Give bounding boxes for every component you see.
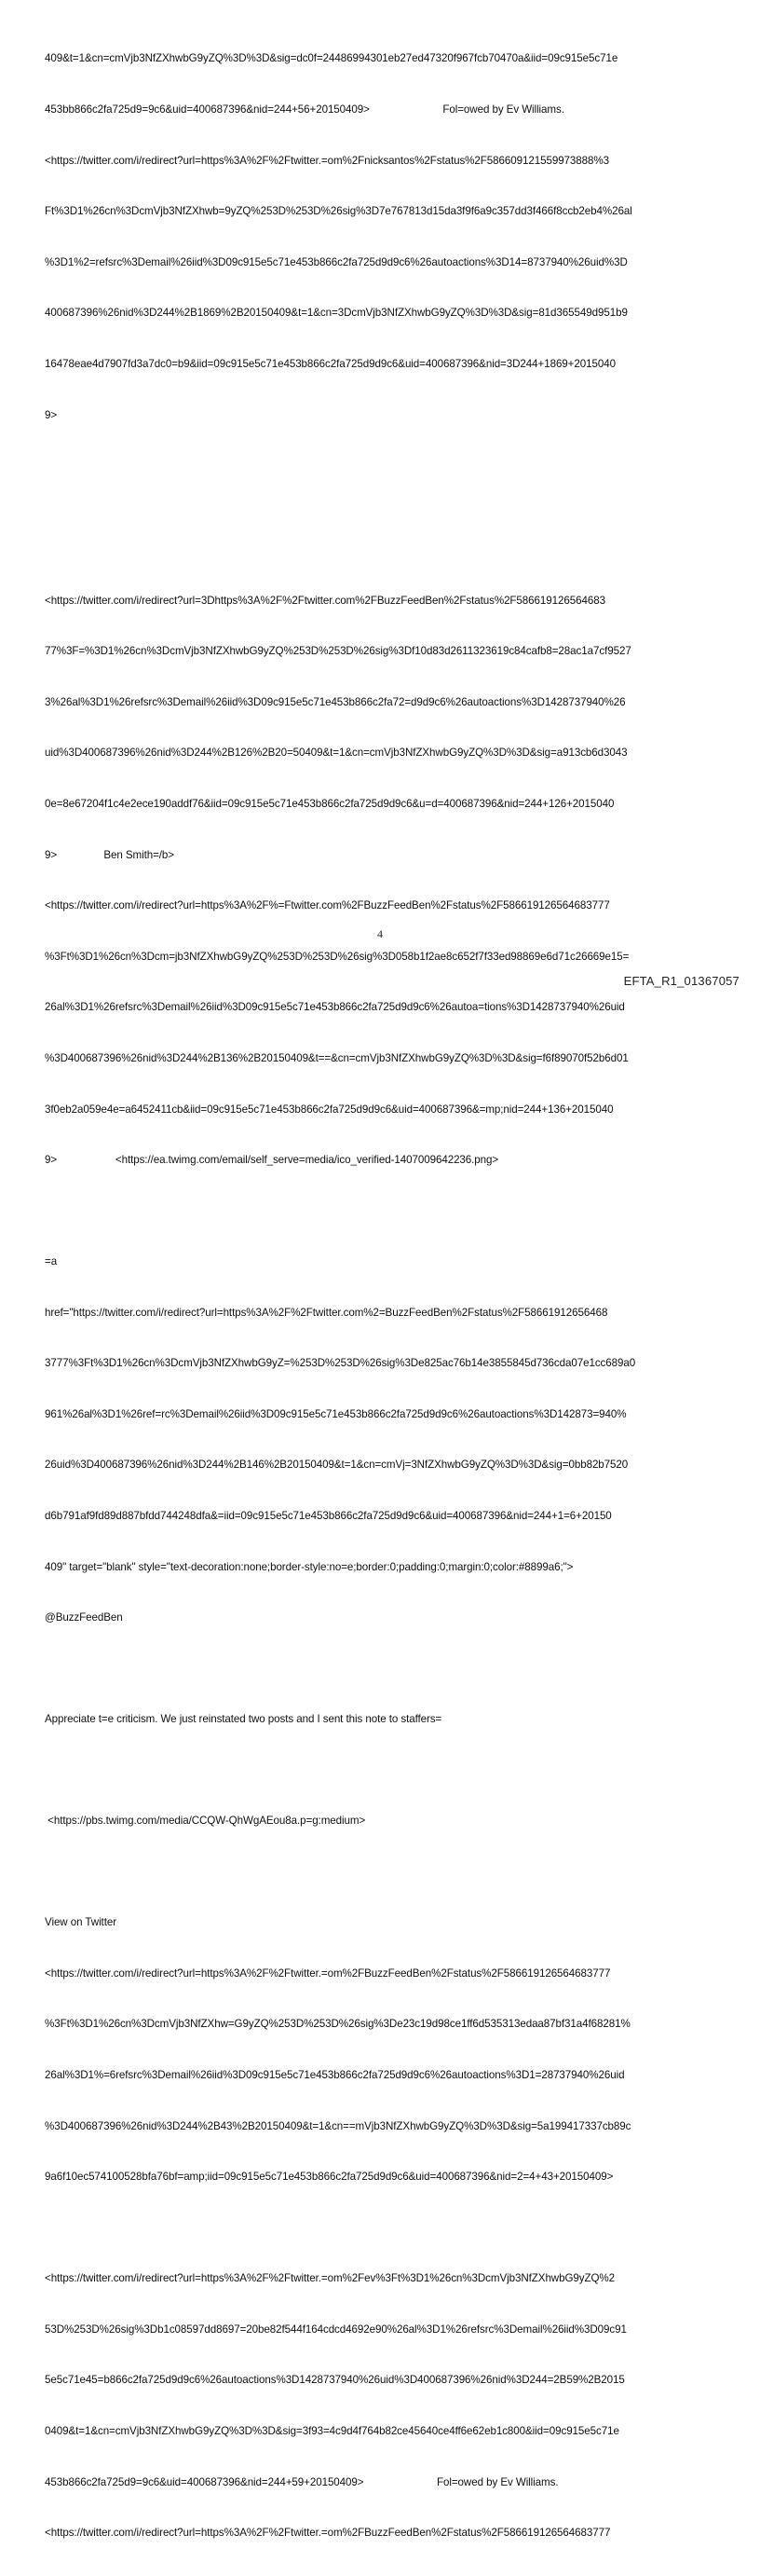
text-line: d6b791af9fd89d887bfdd744248dfa&=iid=09c915e5c71e453b866c2fa725d9d9c6&uid=400687396&nid=244+1=6+20150 — [45, 1510, 612, 1523]
text-line: Appreciate t=e criticism. We just reinstated two posts and I sent this note to staffers= — [45, 1713, 442, 1726]
text-line: 0e=8e67204f1c4e2ece190addf76&iid=09c915e5c71e453b866c2fa725d9d9c6&u=d=400687396&nid=244+126+2015040 — [45, 797, 615, 810]
text-line: 961%26al%3D1%26ref=rc%3Demail%26iid%3D09c915e5c71e453b866c2fa725d9d9c6%26autoactions%3D142873=940% — [45, 1407, 627, 1420]
text-line: href="https://twitter.com/i/redirect?url=https%3A%2F%2Ftwitter.com%2=BuzzFeedBen%2Fstatus%2F58661912656468 — [45, 1306, 608, 1319]
blank-gap — [45, 458, 725, 558]
text-line: 3f0eb2a059e4e=a6452411cb&iid=09c915e5c71e453b866c2fa725d9d9c6&uid=400687396&=mp;nid=244+136+2015040 — [45, 1103, 614, 1116]
text-line: 0409&t=1&cn=cmVjb3NfZXhwbG9yZQ%3D%3D&sig=3f93=4c9d4f764b82ce45640ce4ff6e62eb1c800&iid=09c915e5c71e — [45, 2425, 619, 2437]
text-line: %3D400687396%26nid%3D244%2B43%2B20150409&t=1&cn==mVjb3NfZXhwbG9yZQ%3D%3D&sig=5a199417337cb89c — [45, 2119, 631, 2132]
text-line: @BuzzFeedBen — [45, 1611, 123, 1624]
text-line: 9> <https://ea.twimg.com/email/self_serve=media/ico_verified-1407009642236.png> — [45, 1154, 499, 1167]
text-line: 453b866c2fa725d9=9c6&uid=400687396&nid=244+59+20150409> Fol=owed by Ev Williams. — [45, 2475, 559, 2488]
text-line: 16478eae4d7907fd3a7dc0=b9&iid=09c915e5c71e453b866c2fa725d9d9c6&uid=400687396&nid=3D244+1869+2015040 — [45, 357, 616, 370]
text-line: %3D1%2=refsrc%3Demail%26iid%3D09c915e5c71e453b866c2fa725d9d9c6%26autoactions%3D14=8737940%26uid%3D — [45, 255, 628, 268]
blank-gap — [45, 1864, 725, 1881]
bates-number: EFTA_R1_01367057 — [623, 974, 740, 988]
text-line: =a — [45, 1255, 58, 1268]
text-line: <https://twitter.com/i/redirect?url=https%3A%2F%2Ftwitter.=om%2Fnicksantos%2Fstatus%2F586609121559973888%3 — [45, 154, 609, 167]
text-line: <https://pbs.twimg.com/media/CCQW-QhWgAEou8a.p=g:medium> — [45, 1815, 366, 1828]
page-number: 4 — [377, 927, 383, 940]
text-line: 77%3F=%3D1%26cn%3DcmVjb3NfZXhwbG9yZQ%253D%253D%26sig%3Df10d83d2611323619c84cafb8=28ac1a7cf9527 — [45, 645, 631, 658]
text-line: 26al%3D1%26refsrc%3Demail%26iid%3D09c915e5c71e453b866c2fa725d9d9c6%26autoa=tions%3D1428737940%26uid — [45, 1001, 625, 1014]
text-line: <https://twitter.com/i/redirect?url=https%3A%2F%=Ftwitter.com%2FBuzzFeedBen%2Fstatus%2F586619126564683777 — [45, 899, 610, 912]
text-line: 400687396%26nid%3D244%2B1869%2B20150409&t=1&cn=3DcmVjb3NfZXhwbG9yZQ%3D%3D&sig=81d365549d951b9 — [45, 307, 628, 320]
blank-gap — [45, 1762, 725, 1779]
text-block-2 — [45, 558, 725, 1203]
text-line: 409" target="blank" style="text-decoration:none;border-style:no=e;border:0;padding:0;margin:0;color:#8899a6;"> — [45, 1560, 574, 1573]
text-line: 453bb866c2fa725d9=9c6&uid=400687396&nid=244+56+20150409> Fol=owed by Ev Williams. — [45, 103, 564, 116]
text-line: 9a6f10ec574100528bfa76bf=amp;iid=09c915e5c71e453b866c2fa725d9d9c6&uid=400687396&nid=2=4+43+20150409> — [45, 2171, 614, 2184]
text-block-6 — [45, 1881, 725, 2220]
text-line: uid%3D400687396%26nid%3D244%2B126%2B20=50409&t=1&cn=cmVjb3NfZXhwbG9yZQ%3D%3D&sig=a913cb6d3043 — [45, 747, 628, 760]
text-line: <https://twitter.com/i/redirect?url=https%3A%2F%2Ftwitter.=om%2FBuzzFeedBen%2Fstatus%2F586619126564683777 — [45, 2527, 611, 2540]
blank-gap — [45, 1203, 725, 1220]
text-line: %3Ft%3D1%26cn%3DcmVjb3NfZXhw=G9yZQ%253D%253D%26sig%3De23c19d98ce1ff6d535313edaa87bf31a4f68281% — [45, 2018, 631, 2031]
text-block-3 — [45, 1220, 725, 1661]
text-line: Ft%3D1%26cn%3DcmVjb3NfZXhwb=9yZQ%253D%253D%26sig%3D7e767813d15da3f9f6a9c357dd3f466f8ccb2eb4%26al — [45, 205, 632, 218]
text-line: 3%26al%3D1%26refsrc%3Demail%26iid%3D09c915e5c71e453b866c2fa72=d9d9c6%26autoactions%3D1428737940%26 — [45, 695, 626, 708]
text-line: 9> Ben Smith=/b> — [45, 848, 174, 861]
text-line: View on Twitter — [45, 1916, 116, 1929]
text-line: %3Ft%3D1%26cn%3Dcm=jb3NfZXhwbG9yZQ%253D%253D%26sig%3D058b1f2ae8c652f7f33ed98869e6d71c26669e15= — [45, 950, 630, 963]
document-body — [45, 17, 725, 2576]
text-line: <https://twitter.com/i/redirect?url=https%3A%2F%2Ftwitter.=om%2Fev%3Ft%3D1%26cn%3DcmVjb3NfZXhwbG9yZQ%2 — [45, 2272, 616, 2285]
blank-gap — [45, 1661, 725, 1678]
text-line: 26al%3D1%=6refsrc%3Demail%26iid%3D09c915e5c71e453b866c2fa725d9d9c6%26autoactions%3D1=28737940%26uid — [45, 2069, 625, 2082]
text-line: %3D400687396%26nid%3D244%2B136%2B20150409&t==&cn=cmVjb3NfZXhwbG9yZQ%3D%3D&sig=f6f89070f52b6d01 — [45, 1051, 629, 1064]
text-line: 26uid%3D400687396%26nid%3D244%2B146%2B20150409&t=1&cn=cmVj=3NfZXhwbG9yZQ%3D%3D&sig=0bb82b7520 — [45, 1459, 629, 1472]
text-line: <https://twitter.com/i/redirect?url=https%3A%2F%2Ftwitter.=om%2FBuzzFeedBen%2Fstatus%2F586619126564683777 — [45, 1966, 611, 1980]
text-line: 53D%253D%26sig%3Db1c08597dd8697=20be82f544f164cdcd4692e90%26al%3D1%26refsrc%3Demail%26iid%3D09c91 — [45, 2323, 627, 2336]
blank-gap — [45, 2220, 725, 2237]
text-line: 409&t=1&cn=cmVjb3NfZXhwbG9yZQ%3D%3D&sig=dc0f=24486994301eb27ed47320f967fcb70470a&iid=09c915e5c71e — [45, 52, 618, 65]
text-block-4 — [45, 1678, 725, 1762]
text-block-1 — [45, 17, 725, 458]
text-block-7 — [45, 2237, 725, 2576]
text-line: <https://twitter.com/i/redirect?url=3Dhttps%3A%2F%2Ftwitter.com%2FBuzzFeedBen%2Fstatus%2F586619126564683 — [45, 594, 605, 607]
text-line: 3777%3Ft%3D1%26cn%3DcmVjb3NfZXhwbG9yZ=%253D%253D%26sig%3De825ac76b14e3855845d736cda07e1cc689a0 — [45, 1357, 636, 1370]
text-line: 9> — [45, 408, 58, 421]
text-block-5 — [45, 1779, 725, 1864]
text-line: 5e5c71e45=b866c2fa725d9d9c6%26autoactions%3D1428737940%26uid%3D400687396%26nid%3D244=2B59%2B2015 — [45, 2374, 625, 2387]
